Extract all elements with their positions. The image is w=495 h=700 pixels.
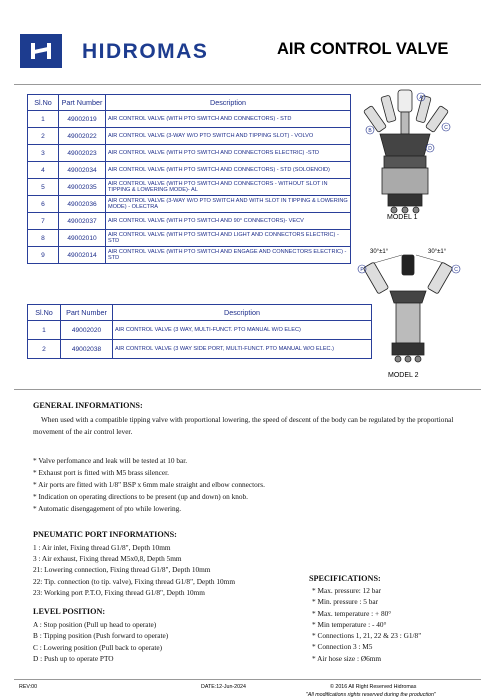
cell-slno: 9 [28,247,59,264]
port-label-c: C [454,267,458,273]
pneumatic-heading: PNEUMATIC PORT INFORMATIONS: [33,530,177,539]
cell-slno: 6 [28,196,59,213]
brand-name: HIDROMAS [82,40,209,63]
table-row [28,179,351,196]
table-row [28,213,351,230]
column-header-slno: Sl.No [28,305,61,321]
cell-part-number: 49002035 [59,179,106,196]
cell-description: AIR CONTROL VALVE (3 WAY, MULTI-FUNCT. PTO MANUAL W/O ELEC) [113,321,372,340]
table-header-row [28,305,372,321]
port-label-d: D [428,146,432,152]
page-title: AIR CONTROL VALVE [277,40,449,58]
cell-description: AIR CONTROL VALVE (WITH PTO SWITCH AND CONNECTORS) - STD [106,111,351,128]
list-item: * Connections 1, 21, 22 & 23 : G1/8" [312,631,422,641]
angle-label-right: 30°±1° [428,249,447,255]
list-item: D : Push up to operate PTO [33,653,114,663]
cell-description: AIR CONTROL VALVE (3-WAY W/O PTO SWITCH AND WITH SLOT IN TIPPING & LOWERING MODE) - OLECTRA [106,196,351,213]
cell-part-number: 49002010 [59,230,106,247]
cell-slno: 8 [28,230,59,247]
header-divider [14,84,481,85]
cell-description: AIR CONTROL VALVE (WITH PTO SWITCH AND CONNECTORS) - STD (SOLOENOID) [106,162,351,179]
table-row [28,196,351,213]
list-item: * Air ports are fitted with 1/8" BSP x 6mm male straight and elbow connectors. [33,480,265,490]
cell-part-number: 49002036 [59,196,106,213]
model2-parts-table [27,304,372,359]
cell-slno: 2 [28,340,61,359]
list-item: * Air hose size : Ø6mm [312,653,382,663]
list-item: * Indication on operating directions to be present (up and down) on knob. [33,492,249,502]
model1-drawing [358,86,488,214]
cell-part-number: 49002022 [59,128,106,145]
cell-slno: 1 [28,321,61,340]
cell-part-number: 49002019 [59,111,106,128]
list-item: * Min. pressure : 5 bar [312,597,379,607]
model2-drawing [352,241,472,371]
cell-part-number: 49002020 [61,321,113,340]
model2-label: MODEL 2 [388,372,419,379]
list-item: * Min temperature : - 40° [312,619,387,629]
date-label: DATE:12-Jun-2024 [201,684,246,690]
cell-description: AIR CONTROL VALVE (WITH PTO SWITCH AND CONNECTORS ELECTRIC) -STD [106,145,351,162]
cell-description: AIR CONTROL VALVE (WITH PTO SWITCH AND ENGAGE AND CONNECTORS ELECTRIC) -STD [106,247,351,264]
specifications-heading: SPECIFICATIONS: [309,574,381,583]
cell-slno: 1 [28,111,59,128]
column-header-description: Description [106,95,351,111]
cell-slno: 2 [28,128,59,145]
cell-description: AIR CONTROL VALVE (3-WAY W/O PTO SWITCH AND TIPPING SLOT) - VOLVO [106,128,351,145]
table-row [28,230,351,247]
hidromas-logo-icon [20,34,62,68]
table-row [28,247,351,264]
list-item: * Automatic disengagement of pto while lowering. [33,504,182,514]
table-row [28,162,351,179]
model1-label: MODEL 1 [387,214,418,221]
cell-part-number: 49002034 [59,162,106,179]
cell-part-number: 49002038 [61,340,113,359]
rights-note: "All modifications rights reserved during the production" [306,692,436,698]
list-item: 21: Lowering connection, Fixing thread G1/8", Depth 10mm [33,565,211,575]
list-item: 3 : Air exhaust, Fixing thread M5x0,8, Depth 5mm [33,554,182,564]
model1-parts-table [27,94,351,264]
port-label-p: P [360,267,364,273]
list-item: * Exhaust port is fitted with M5 brass silencer. [33,468,169,478]
list-item: * Max. temperature : + 80° [312,608,392,618]
column-header-part-number: Part Number [59,95,106,111]
footer-divider [14,679,481,680]
list-item: 23: Working port P.T.O, Fixing thread G1/8", Depth 10mm [33,587,205,597]
cell-part-number: 49002037 [59,213,106,230]
column-header-slno: Sl.No [28,95,59,111]
table-header-row [28,95,351,111]
cell-slno: 5 [28,179,59,196]
level-position-heading: LEVEL POSITION: [33,607,106,616]
cell-slno: 7 [28,213,59,230]
table-row [28,111,351,128]
cell-slno: 4 [28,162,59,179]
column-header-part-number: Part Number [61,305,113,321]
section-divider [14,389,481,390]
general-info-heading: GENERAL INFORMATIONS: [33,401,143,410]
port-label-b: B [368,128,372,134]
specifications-list [312,586,421,665]
column-header-description: Description [113,305,372,321]
list-item: A : Stop position (Pull up head to operate) [33,620,157,629]
table-row [28,128,351,145]
list-item: 22: Tip. connection (to tip. valve), Fixing thread G1/8", Depth 10mm [33,576,236,586]
port-label-a: A [419,95,423,101]
list-item: B : Tipping position (Push forward to operate) [33,631,169,641]
table-row [28,340,372,359]
cell-description: AIR CONTROL VALVE (WITH PTO SWITCH AND CONNECTORS - WITHOUT SLOT IN TIPPING & LOWERING MODE)- AL [106,179,351,196]
cell-part-number: 49002023 [59,145,106,162]
level-position-list [33,620,168,665]
list-item: * Connection 3 : M5 [312,642,373,652]
list-item: * Max. pressure: 12 bar [312,586,382,595]
cell-slno: 3 [28,145,59,162]
cell-description: AIR CONTROL VALVE (WITH PTO SWITCH AND LIGHT AND CONNECTORS ELECTRIC) -STD [106,230,351,247]
table-row [28,321,372,340]
table-row [28,145,351,162]
general-info-paragraph: When used with a compatible tipping valve with proportional lowering, the speed of descent of the body can be regulated by the proportional movement of the air control lever. [33,415,454,436]
list-item: C : Lowering position (Pull back to operate) [33,642,163,652]
general-info-bullets [33,456,483,516]
list-item: 1 : Air inlet, Fixing thread G1/8", Depth 10mm [33,543,171,552]
revision-label: REV:00 [19,684,38,690]
copyright-text: © 2016 All Right Reserved Hidromas [330,684,417,690]
port-label-c: C [444,125,448,131]
list-item: * Valve perfomance and leak will be tested at 10 bar. [33,456,188,465]
cell-description: AIR CONTROL VALVE (3 WAY SIDE PORT, MULTI-FUNCT. PTO MANUAL W/O ELEC.) [113,340,372,359]
cell-part-number: 49002014 [59,247,106,264]
cell-description: AIR CONTROL VALVE (WITH PTO SWITCH AND 90° CONNECTORS)- VECV [106,213,351,230]
angle-label-left: 30°±1° [370,249,389,255]
pneumatic-list [33,543,235,599]
